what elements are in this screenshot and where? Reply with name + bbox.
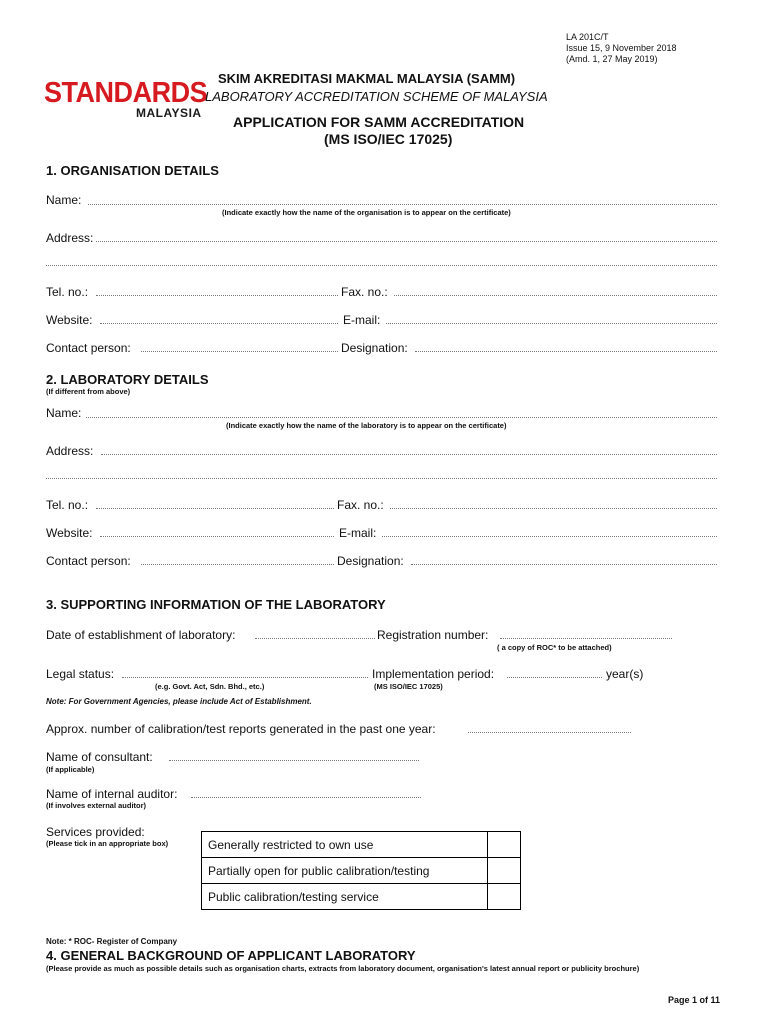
lab-contact-label: Contact person: bbox=[46, 554, 131, 568]
org-designation-field[interactable] bbox=[415, 351, 717, 352]
org-address-field-line2[interactable] bbox=[46, 265, 717, 266]
services-table bbox=[201, 831, 521, 910]
consultant-label: Name of consultant: bbox=[46, 750, 153, 764]
page-number: Page 1 of 11 bbox=[667, 995, 720, 1005]
org-address-label: Address: bbox=[46, 231, 94, 245]
lab-website-field[interactable] bbox=[100, 536, 334, 537]
lab-fax-field[interactable] bbox=[390, 508, 717, 509]
logo-main-text: STANDARDS bbox=[44, 77, 208, 109]
lab-tel-field[interactable] bbox=[96, 508, 334, 509]
lab-website-label: Website: bbox=[46, 526, 93, 540]
reports-count-field[interactable] bbox=[468, 732, 631, 733]
lab-tel-label: Tel. no.: bbox=[46, 498, 89, 512]
services-provided-hint: (Please tick in an appropriate box) bbox=[46, 839, 169, 848]
scheme-title-malay: SKIM AKREDITASI MAKMAL MALAYSIA (SAMM) bbox=[218, 71, 516, 86]
section-2-heading: 2. LABORATORY DETAILS bbox=[46, 372, 209, 387]
form-title: APPLICATION FOR SAMM ACCREDITATION bbox=[233, 114, 525, 130]
lab-designation-label: Designation: bbox=[337, 554, 404, 568]
lab-email-field[interactable] bbox=[382, 536, 717, 537]
lab-address-label: Address: bbox=[46, 444, 94, 458]
registration-number-field[interactable] bbox=[500, 638, 672, 639]
standards-malaysia-logo bbox=[44, 77, 219, 120]
government-agency-note: Note: For Government Agencies, please include Act of Establishment. bbox=[46, 697, 312, 706]
legal-status-label: Legal status: bbox=[46, 667, 115, 681]
org-tel-label: Tel. no.: bbox=[46, 285, 89, 299]
org-fax-label: Fax. no.: bbox=[341, 285, 388, 299]
services-provided-label: Services provided: bbox=[46, 825, 145, 839]
org-website-field[interactable] bbox=[100, 323, 338, 324]
establishment-date-field[interactable] bbox=[255, 638, 375, 639]
lab-email-label: E-mail: bbox=[339, 526, 377, 540]
lab-name-label: Name: bbox=[46, 406, 82, 420]
lab-name-hint: (Indicate exactly how the name of the laboratory is to appear on the certificate) bbox=[226, 421, 507, 430]
section-3-heading: 3. SUPPORTING INFORMATION OF THE LABORATORY bbox=[46, 597, 386, 612]
logo-sub-text: MALAYSIA bbox=[136, 106, 202, 120]
lab-address-field-line1[interactable] bbox=[101, 454, 717, 455]
document-reference bbox=[566, 32, 677, 65]
consultant-field[interactable] bbox=[169, 760, 419, 761]
org-email-field[interactable] bbox=[386, 323, 717, 324]
section-2-subheading: (If different from above) bbox=[46, 387, 131, 396]
service-option-partially-open: Partially open for public calibration/testing bbox=[202, 858, 488, 884]
service-option-public: Public calibration/testing service bbox=[202, 884, 488, 910]
implementation-period-field[interactable] bbox=[507, 677, 602, 678]
legal-status-field[interactable] bbox=[122, 677, 368, 678]
registration-number-hint: ( a copy of ROC* to be attached) bbox=[497, 643, 612, 652]
org-name-field[interactable] bbox=[88, 204, 717, 205]
org-name-hint: (Indicate exactly how the name of the organisation is to appear on the certificate) bbox=[222, 208, 511, 217]
internal-auditor-label: Name of internal auditor: bbox=[46, 787, 178, 801]
section-4-hint: (Please provide as much as possible details such as organisation charts, extracts from laboratory document, organisation's latest annual report or publicity brochure) bbox=[46, 964, 640, 973]
legal-status-hint: (e.g. Govt. Act, Sdn. Bhd., etc.) bbox=[155, 682, 265, 691]
reports-count-label: Approx. number of calibration/test reports generated in the past one year: bbox=[46, 722, 436, 736]
services-row bbox=[202, 858, 521, 884]
org-contact-label: Contact person: bbox=[46, 341, 131, 355]
service-checkbox-partially-open[interactable] bbox=[488, 858, 521, 884]
org-contact-field[interactable] bbox=[141, 351, 338, 352]
service-option-own-use: Generally restricted to own use bbox=[202, 832, 488, 858]
service-checkbox-own-use[interactable] bbox=[488, 832, 521, 858]
form-subtitle: (MS ISO/IEC 17025) bbox=[324, 131, 453, 147]
org-designation-label: Designation: bbox=[341, 341, 408, 355]
org-email-label: E-mail: bbox=[343, 313, 381, 327]
lab-address-field-line2[interactable] bbox=[46, 478, 717, 479]
org-name-label: Name: bbox=[46, 193, 82, 207]
org-tel-field[interactable] bbox=[96, 295, 338, 296]
doc-issue: Issue 15, 9 November 2018 bbox=[566, 43, 677, 53]
registration-number-label: Registration number: bbox=[377, 628, 489, 642]
doc-amendment: (Amd. 1, 27 May 2019) bbox=[566, 54, 658, 64]
services-row bbox=[202, 832, 521, 858]
doc-code: LA 201C/T bbox=[566, 32, 609, 42]
consultant-hint: (If applicable) bbox=[46, 765, 95, 774]
org-fax-field[interactable] bbox=[394, 295, 717, 296]
lab-contact-field[interactable] bbox=[141, 564, 334, 565]
internal-auditor-hint: (If involves external auditor) bbox=[46, 801, 147, 810]
scheme-title-english: LABORATORY ACCREDITATION SCHEME OF MALAYSIA bbox=[205, 89, 548, 104]
implementation-period-label: Implementation period: bbox=[372, 667, 495, 681]
implementation-period-hint: (MS ISO/IEC 17025) bbox=[374, 682, 443, 691]
section-4-heading: 4. GENERAL BACKGROUND OF APPLICANT LABORATORY bbox=[46, 948, 416, 963]
lab-name-field[interactable] bbox=[86, 417, 717, 418]
section-1-heading: 1. ORGANISATION DETAILS bbox=[46, 163, 219, 178]
service-checkbox-public[interactable] bbox=[488, 884, 521, 910]
services-row bbox=[202, 884, 521, 910]
years-label: year(s) bbox=[606, 667, 644, 681]
establishment-date-label: Date of establishment of laboratory: bbox=[46, 628, 236, 642]
lab-fax-label: Fax. no.: bbox=[337, 498, 384, 512]
lab-designation-field[interactable] bbox=[411, 564, 717, 565]
internal-auditor-field[interactable] bbox=[191, 797, 421, 798]
org-address-field-line1[interactable] bbox=[96, 241, 717, 242]
org-website-label: Website: bbox=[46, 313, 93, 327]
roc-note: Note: * ROC- Register of Company bbox=[46, 937, 178, 946]
